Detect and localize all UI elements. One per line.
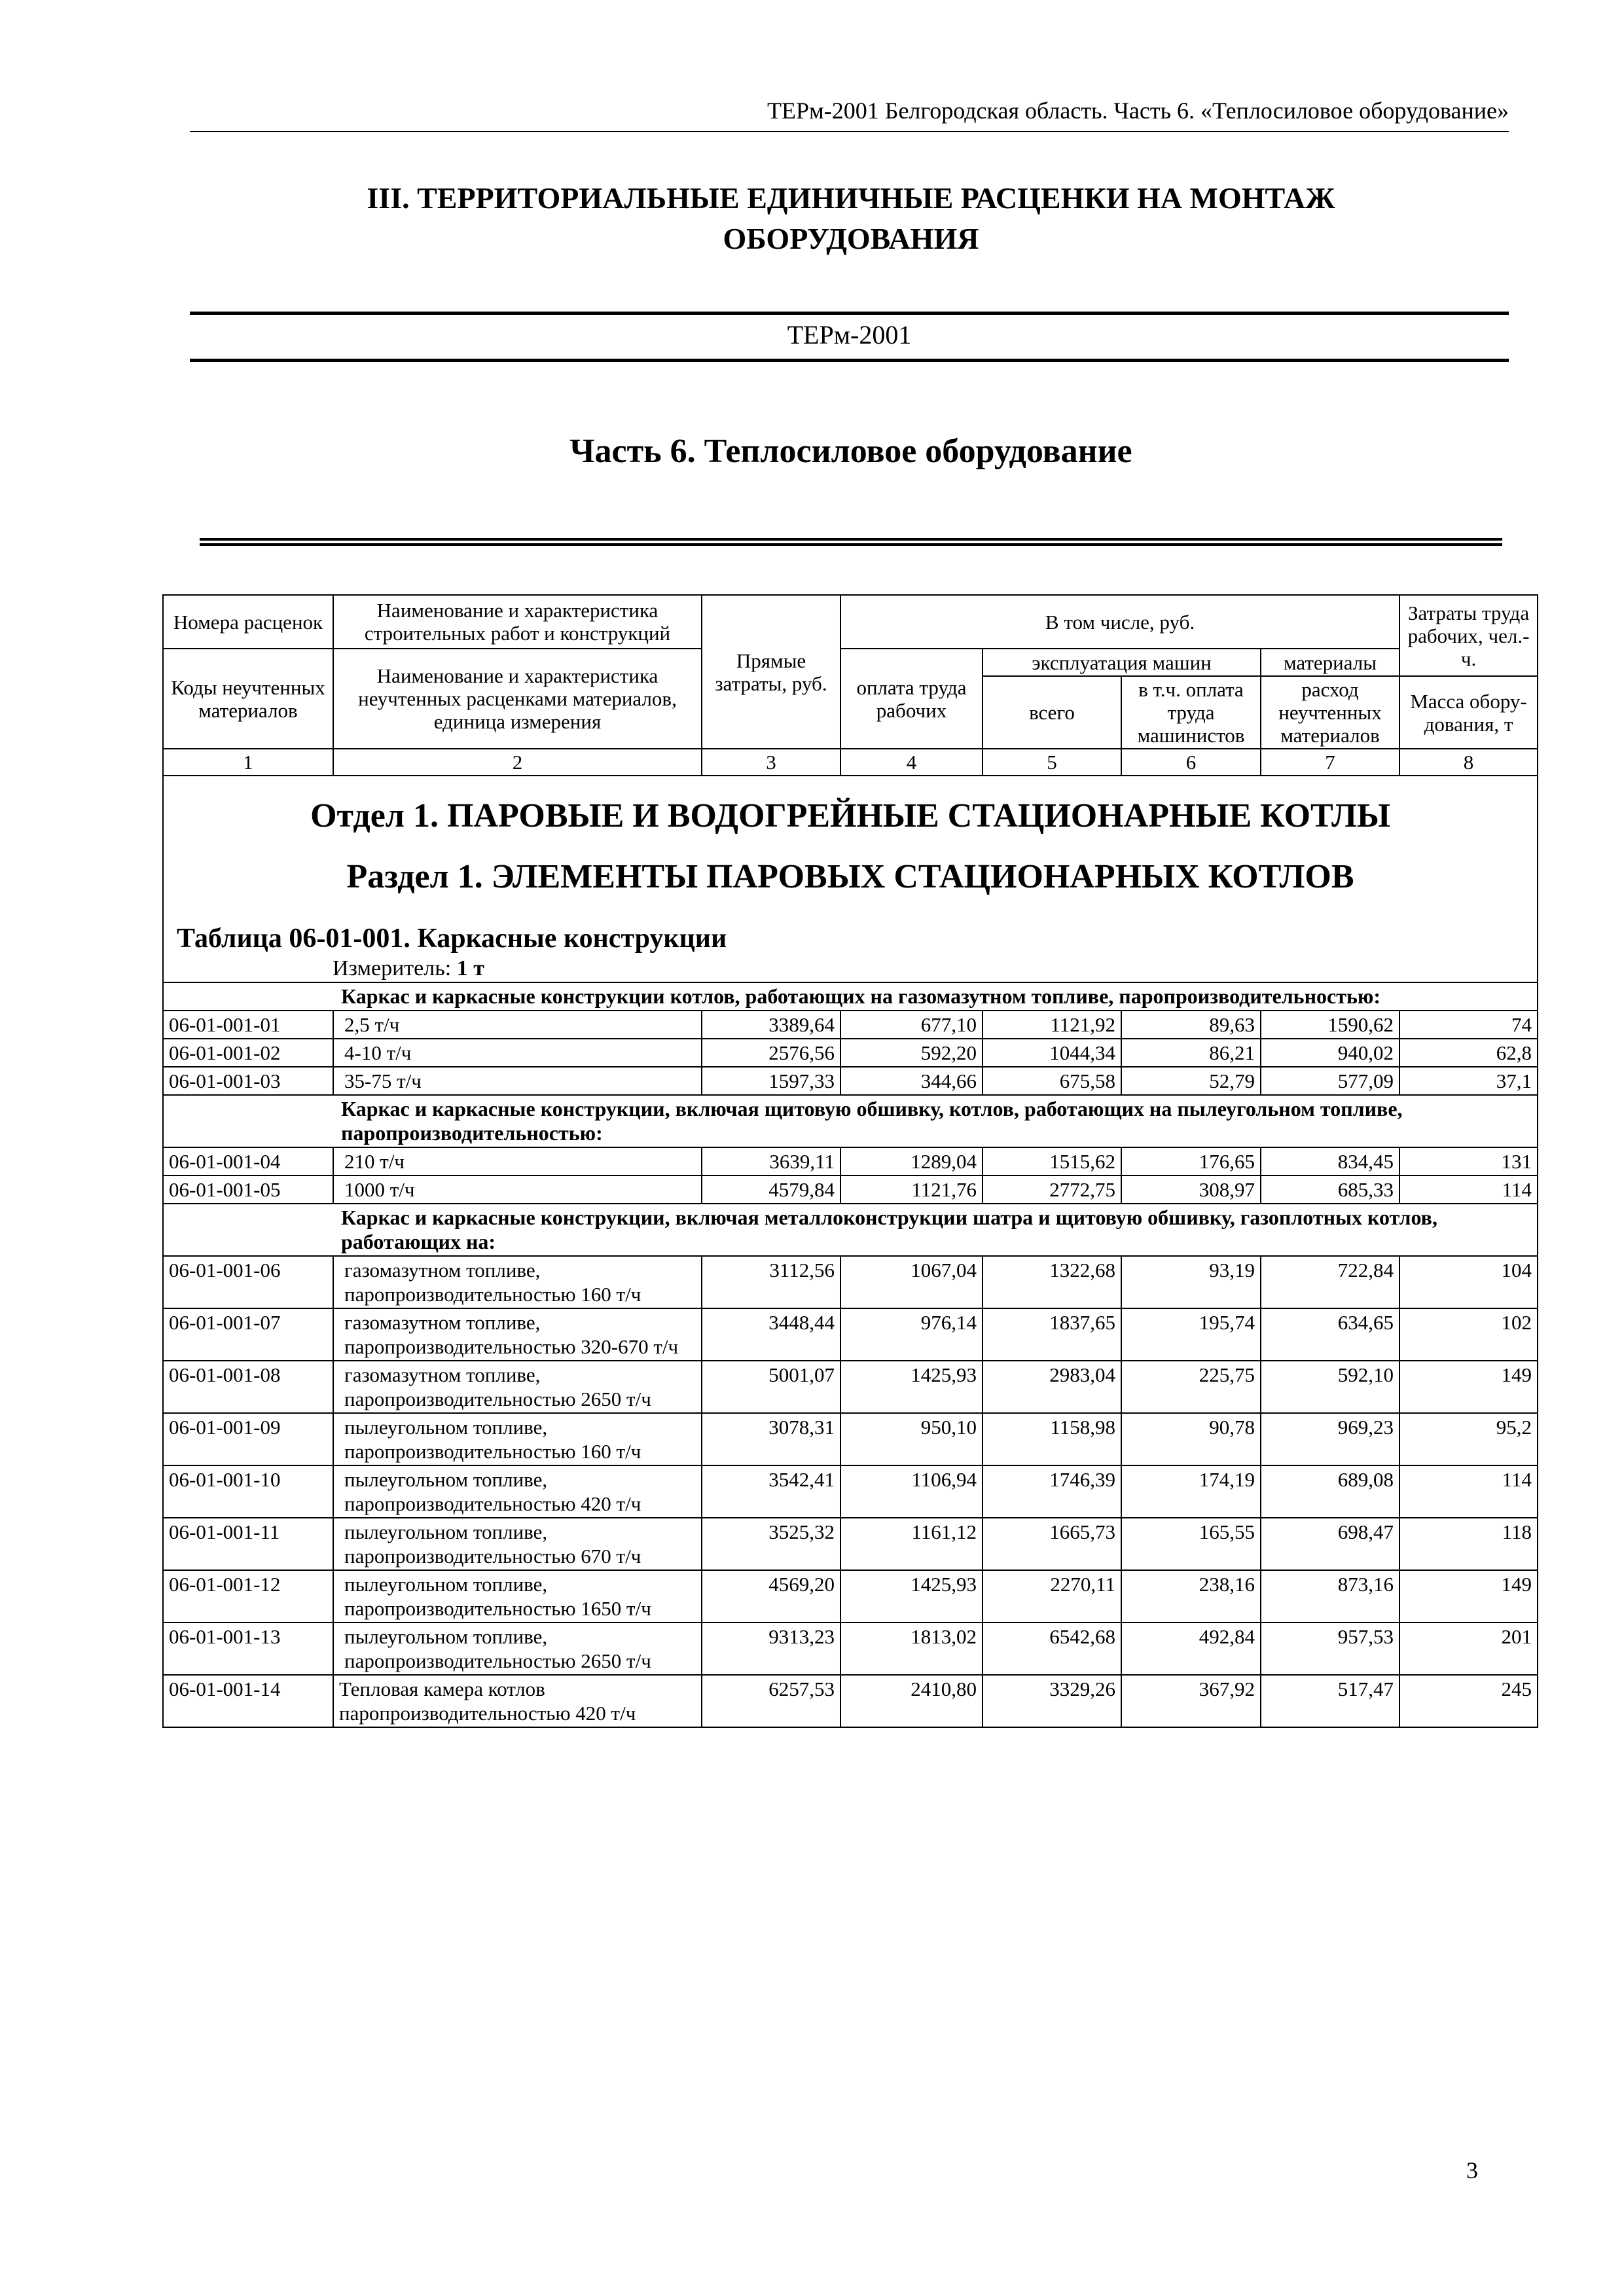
unit-line xyxy=(333,956,1537,980)
materials-cost: 1590,62 xyxy=(1261,1011,1399,1039)
group-spacer xyxy=(163,982,333,1011)
header-col3: Прямые затраты, руб. xyxy=(702,595,840,749)
worker-pay: 1425,93 xyxy=(840,1361,983,1413)
rate-name: Тепловая камера котлов паропроизводительностью 420 т/ч xyxy=(333,1675,702,1727)
rate-name: пылеугольном топливе, паропроизводительностью 420 т/ч xyxy=(333,1465,702,1518)
rate-name: 35-75 т/ч xyxy=(333,1067,702,1095)
section-heading-block xyxy=(163,776,1538,982)
operator-pay: 225,75 xyxy=(1121,1361,1261,1413)
table-row xyxy=(163,1623,1538,1675)
operator-pay: 238,16 xyxy=(1121,1570,1261,1623)
labor-hours: 104 xyxy=(1399,1256,1538,1308)
machines-total: 1665,73 xyxy=(983,1518,1121,1570)
operator-pay: 195,74 xyxy=(1121,1308,1261,1361)
page-number: 3 xyxy=(1466,2157,1478,2183)
rate-name: пылеугольном топливе, паропроизводительностью 160 т/ч xyxy=(333,1413,702,1465)
direct-costs: 3448,44 xyxy=(702,1308,840,1361)
operator-pay: 492,84 xyxy=(1121,1623,1261,1675)
operator-pay: 367,92 xyxy=(1121,1675,1261,1727)
table-row xyxy=(163,1039,1538,1067)
col-number: 6 xyxy=(1121,749,1261,776)
header-col6: в т.ч. оплата труда машинистов xyxy=(1121,676,1261,749)
worker-pay: 1121,76 xyxy=(840,1175,983,1204)
worker-pay: 344,66 xyxy=(840,1067,983,1095)
machines-total: 1322,68 xyxy=(983,1256,1121,1308)
group-spacer xyxy=(163,1095,333,1147)
materials-cost: 957,53 xyxy=(1261,1623,1399,1675)
direct-costs: 6257,53 xyxy=(702,1675,840,1727)
header-materials: материалы xyxy=(1261,649,1399,676)
col-number: 7 xyxy=(1261,749,1399,776)
subtitle-rule-top xyxy=(190,312,1509,315)
rate-code: 06-01-001-09 xyxy=(163,1413,333,1465)
machines-total: 2772,75 xyxy=(983,1175,1121,1204)
table-row xyxy=(163,1361,1538,1413)
operator-pay: 93,19 xyxy=(1121,1256,1261,1308)
table-row xyxy=(163,1570,1538,1623)
table-row xyxy=(163,1067,1538,1095)
rate-name: 4-10 т/ч xyxy=(333,1039,702,1067)
machines-total: 675,58 xyxy=(983,1067,1121,1095)
rate-code: 06-01-001-08 xyxy=(163,1361,333,1413)
materials-cost: 873,16 xyxy=(1261,1570,1399,1623)
col-number: 5 xyxy=(983,749,1121,776)
rate-code: 06-01-001-03 xyxy=(163,1067,333,1095)
rate-code: 06-01-001-11 xyxy=(163,1518,333,1570)
worker-pay: 950,10 xyxy=(840,1413,983,1465)
rates-table xyxy=(162,594,1538,1728)
machines-total: 2983,04 xyxy=(983,1361,1121,1413)
group-title: Каркас и каркасные конструкции, включая металлоконструкции шатра и щитовую обшивку, газоплотных котлов, работающих на: xyxy=(333,1204,1538,1256)
materials-cost: 685,33 xyxy=(1261,1175,1399,1204)
rate-name: 2,5 т/ч xyxy=(333,1011,702,1039)
direct-costs: 3525,32 xyxy=(702,1518,840,1570)
part-title-double-rule xyxy=(200,538,1502,546)
direct-costs: 1597,33 xyxy=(702,1067,840,1095)
col-number: 1 xyxy=(163,749,333,776)
materials-cost: 577,09 xyxy=(1261,1067,1399,1095)
worker-pay: 1813,02 xyxy=(840,1623,983,1675)
materials-cost: 592,10 xyxy=(1261,1361,1399,1413)
group-spacer xyxy=(163,1204,333,1256)
rate-code: 06-01-001-12 xyxy=(163,1570,333,1623)
rate-name: 210 т/ч xyxy=(333,1147,702,1175)
worker-pay: 1161,12 xyxy=(840,1518,983,1570)
subtitle: ТЕРм-2001 xyxy=(787,320,912,350)
worker-pay: 677,10 xyxy=(840,1011,983,1039)
operator-pay: 89,63 xyxy=(1121,1011,1261,1039)
operator-pay: 174,19 xyxy=(1121,1465,1261,1518)
materials-cost: 940,02 xyxy=(1261,1039,1399,1067)
rate-code: 06-01-001-07 xyxy=(163,1308,333,1361)
labor-hours: 74 xyxy=(1399,1011,1538,1039)
rate-code: 06-01-001-13 xyxy=(163,1623,333,1675)
table-row xyxy=(163,1675,1538,1727)
machines-total: 1044,34 xyxy=(983,1039,1121,1067)
rate-name: 1000 т/ч xyxy=(333,1175,702,1204)
materials-cost: 834,45 xyxy=(1261,1147,1399,1175)
worker-pay: 976,14 xyxy=(840,1308,983,1361)
header-incl: В том числе, руб. xyxy=(840,595,1399,649)
labor-hours: 62,8 xyxy=(1399,1039,1538,1067)
rate-code: 06-01-001-06 xyxy=(163,1256,333,1308)
operator-pay: 86,21 xyxy=(1121,1039,1261,1067)
rate-name: газомазутном топливе, паропроизводительностью 320-670 т/ч xyxy=(333,1308,702,1361)
unit-value: 1 т xyxy=(456,956,484,980)
main-title-line-2: ОБОРУДОВАНИЯ xyxy=(723,222,979,255)
col-number: 8 xyxy=(1399,749,1538,776)
rate-code: 06-01-001-04 xyxy=(163,1147,333,1175)
labor-hours: 37,1 xyxy=(1399,1067,1538,1095)
machines-total: 1121,92 xyxy=(983,1011,1121,1039)
direct-costs: 2576,56 xyxy=(702,1039,840,1067)
col-number: 2 xyxy=(333,749,702,776)
materials-cost: 722,84 xyxy=(1261,1256,1399,1308)
group-title: Каркас и каркасные конструкции, включая щитовую обшивку, котлов, работающих на пылеугольном топливе, паропроизводительностью: xyxy=(333,1095,1538,1147)
direct-costs: 3078,31 xyxy=(702,1413,840,1465)
main-title xyxy=(164,178,1538,259)
table-row xyxy=(163,1011,1538,1039)
worker-pay: 592,20 xyxy=(840,1039,983,1067)
labor-hours: 95,2 xyxy=(1399,1413,1538,1465)
worker-pay: 1289,04 xyxy=(840,1147,983,1175)
materials-cost: 969,23 xyxy=(1261,1413,1399,1465)
machines-total: 2270,11 xyxy=(983,1570,1121,1623)
operator-pay: 308,97 xyxy=(1121,1175,1261,1204)
direct-costs: 4569,20 xyxy=(702,1570,840,1623)
table-row xyxy=(163,1308,1538,1361)
operator-pay: 90,78 xyxy=(1121,1413,1261,1465)
rate-name: пылеугольном топливе, паропроизводительностью 2650 т/ч xyxy=(333,1623,702,1675)
rate-code: 06-01-001-05 xyxy=(163,1175,333,1204)
table-title: Таблица 06-01-001. Каркасные конструкции xyxy=(177,924,727,954)
table-row xyxy=(163,1175,1538,1204)
col-number: 4 xyxy=(840,749,983,776)
worker-pay: 1067,04 xyxy=(840,1256,983,1308)
header-machines: эксплуатация машин xyxy=(983,649,1261,676)
rate-code: 06-01-001-01 xyxy=(163,1011,333,1039)
rate-code: 06-01-001-02 xyxy=(163,1039,333,1067)
direct-costs: 3389,64 xyxy=(702,1011,840,1039)
unit-label: Измеритель: xyxy=(333,956,452,980)
rate-name: пылеугольном топливе, паропроизводительностью 1650 т/ч xyxy=(333,1570,702,1623)
otdel-title: Отдел 1. ПАРОВЫЕ И ВОДОГРЕЙНЫЕ СТАЦИОНАРНЫЕ КОТЛЫ xyxy=(310,797,1390,834)
operator-pay: 176,65 xyxy=(1121,1147,1261,1175)
header-col2-top: Наименование и характеристика строительных работ и конструкций xyxy=(333,595,702,649)
machines-total: 1515,62 xyxy=(983,1147,1121,1175)
header-col5: всего xyxy=(983,676,1121,749)
machines-total: 3329,26 xyxy=(983,1675,1121,1727)
direct-costs: 9313,23 xyxy=(702,1623,840,1675)
razdel-title: Раздел 1. ЭЛЕМЕНТЫ ПАРОВЫХ СТАЦИОНАРНЫХ КОТЛОВ xyxy=(346,858,1354,895)
group-title: Каркас и каркасные конструкции котлов, работающих на газомазутном топливе, паропроизводительностью: xyxy=(333,982,1538,1011)
materials-cost: 689,08 xyxy=(1261,1465,1399,1518)
direct-costs: 3112,56 xyxy=(702,1256,840,1308)
part-title: Часть 6. Теплосиловое оборудование xyxy=(569,433,1132,470)
worker-pay: 2410,80 xyxy=(840,1675,983,1727)
labor-hours: 149 xyxy=(1399,1361,1538,1413)
machines-total: 1837,65 xyxy=(983,1308,1121,1361)
header-col4: оплата труда рабочих xyxy=(840,649,983,749)
labor-hours: 118 xyxy=(1399,1518,1538,1570)
labor-hours: 201 xyxy=(1399,1623,1538,1675)
direct-costs: 3542,41 xyxy=(702,1465,840,1518)
machines-total: 1746,39 xyxy=(983,1465,1121,1518)
running-header: ТЕРм-2001 Белгородская область. Часть 6. «Теплосиловое оборудование» xyxy=(767,98,1509,124)
table-row xyxy=(163,1147,1538,1175)
header-col1-top: Номера расценок xyxy=(163,595,333,649)
rate-code: 06-01-001-10 xyxy=(163,1465,333,1518)
table-row xyxy=(163,1256,1538,1308)
materials-cost: 517,47 xyxy=(1261,1675,1399,1727)
machines-total: 6542,68 xyxy=(983,1623,1121,1675)
worker-pay: 1425,93 xyxy=(840,1570,983,1623)
table-row xyxy=(163,1518,1538,1570)
rate-name: газомазутном топливе, паропроизводительностью 160 т/ч xyxy=(333,1256,702,1308)
labor-hours: 245 xyxy=(1399,1675,1538,1727)
header-col2-bottom: Наименование и характеристика неучтенных расценками материалов, единица измерения xyxy=(333,649,702,749)
rate-name: газомазутном топливе, паропроизводительностью 2650 т/ч xyxy=(333,1361,702,1413)
direct-costs: 4579,84 xyxy=(702,1175,840,1204)
materials-cost: 698,47 xyxy=(1261,1518,1399,1570)
operator-pay: 52,79 xyxy=(1121,1067,1261,1095)
labor-hours: 114 xyxy=(1399,1465,1538,1518)
rate-code: 06-01-001-14 xyxy=(163,1675,333,1727)
direct-costs: 5001,07 xyxy=(702,1361,840,1413)
worker-pay: 1106,94 xyxy=(840,1465,983,1518)
table-row xyxy=(163,1465,1538,1518)
labor-hours: 114 xyxy=(1399,1175,1538,1204)
labor-hours: 131 xyxy=(1399,1147,1538,1175)
direct-costs: 3639,11 xyxy=(702,1147,840,1175)
subtitle-rule-bottom xyxy=(190,359,1509,362)
col-number: 3 xyxy=(702,749,840,776)
materials-cost: 634,65 xyxy=(1261,1308,1399,1361)
operator-pay: 165,55 xyxy=(1121,1518,1261,1570)
header-col1-bottom: Коды неучтенных материалов xyxy=(163,649,333,749)
header-rule xyxy=(190,131,1509,132)
labor-hours: 102 xyxy=(1399,1308,1538,1361)
main-title-line-1: III. ТЕРРИТОРИАЛЬНЫЕ ЕДИНИЧНЫЕ РАСЦЕНКИ НА МОНТАЖ xyxy=(367,181,1335,215)
labor-hours: 149 xyxy=(1399,1570,1538,1623)
table-row xyxy=(163,1413,1538,1465)
header-col8-top: Затраты труда рабочих, чел.-ч. xyxy=(1399,595,1538,676)
header-col7: расход неучтенных материалов xyxy=(1261,676,1399,749)
header-col8-bottom: Масса обору-дования, т xyxy=(1399,676,1538,749)
machines-total: 1158,98 xyxy=(983,1413,1121,1465)
rate-name: пылеугольном топливе, паропроизводительностью 670 т/ч xyxy=(333,1518,702,1570)
